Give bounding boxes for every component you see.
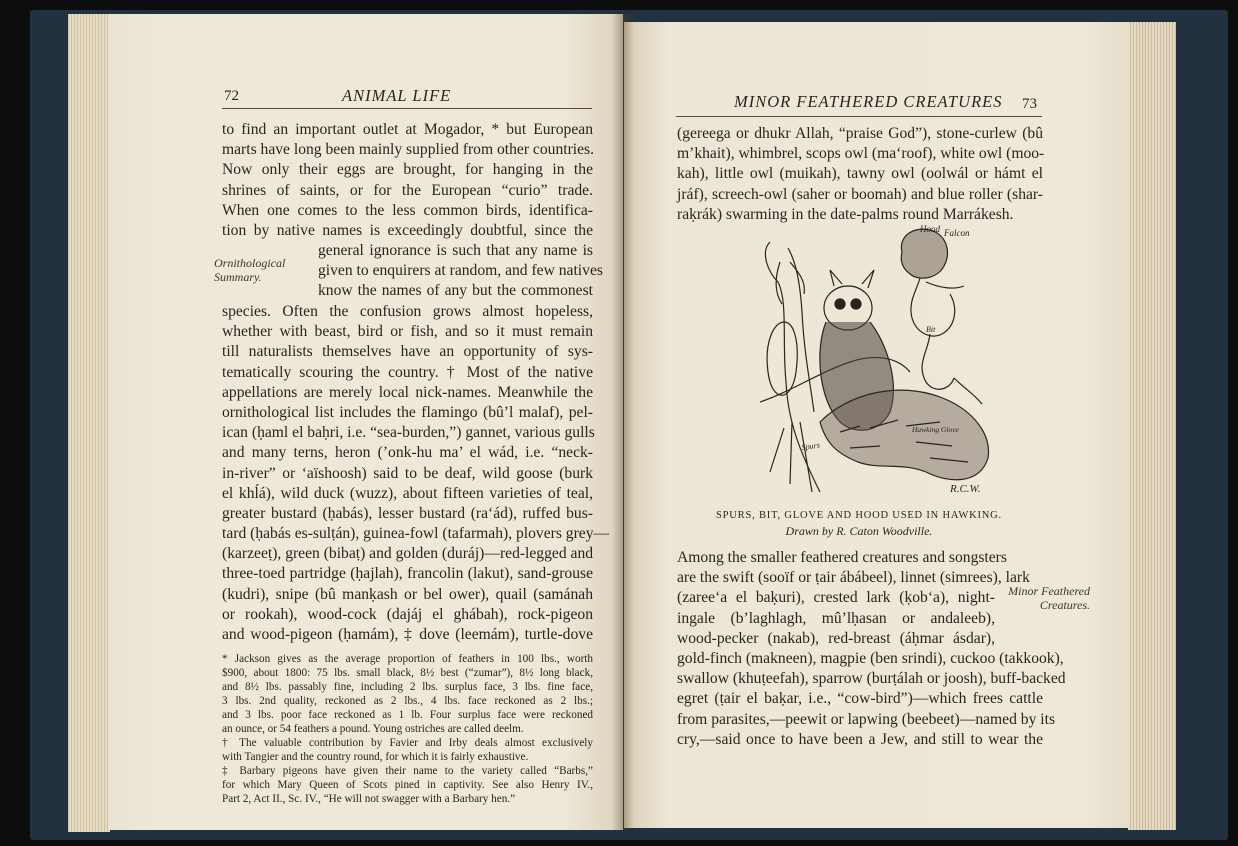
text-line: and many terns, heron (’onk-hu ma’ el wád, i.e. “neck-: [222, 444, 593, 462]
falcon-eye: [835, 299, 845, 309]
text-line: ‡ Barbary pigeons have given their name to the variety called “Barbs,”: [222, 765, 593, 777]
hood-shape: [901, 229, 947, 278]
text-line: swallow (khuṭeefah), sparrow (burṭálah or joosh), buff-backed: [677, 670, 1066, 688]
text-line: and wood-pigeon (ḥamám), ‡ dove (leemám), turtle-dove: [222, 626, 593, 643]
hood-label: Hood: [920, 224, 940, 234]
text-line: tion by native names is exceedingly doubtful, since the: [222, 221, 593, 239]
glove-shape: [820, 390, 988, 480]
text-line: gold-finch (makneen), magpie (ben srindi), cuckoo (takkook),: [677, 650, 1064, 667]
text-line: or rookah), wood-cock (dajáj el ghábah), rock-pigeon: [222, 605, 593, 623]
right-head-rule: [676, 116, 1042, 117]
text-line: tematically scouring the country. † Most of the native: [222, 363, 593, 381]
left-sidenote: [214, 256, 310, 284]
text-line: (gereega or dhukr Allah, “praise God”), stone-curlew (bû: [677, 125, 1043, 142]
hood-strap: [926, 282, 982, 404]
text-line: raḳrák) swarming in the date-palms round Marrákesh.: [677, 205, 1014, 223]
text-line: are the swift (sooïf or ṭair ábábeel), linnet (simrees), lark: [677, 569, 1030, 587]
glove-label: Hawking Glove: [912, 425, 959, 434]
text-line: an ounce, or 54 feathers a pound. Young ostriches are called deelm.: [222, 723, 524, 735]
text-line: for which Mary Queen of Scots pined in captivity. See also Henry IV.,: [222, 779, 593, 791]
text-line: whether with beast, bird or fish, and so it must remain: [222, 323, 593, 341]
text-line: cry,—said once to have been a Jew, and still to wear the: [677, 730, 1043, 748]
text-line: ican (ḥaml el baḥri, i.e. “sea-burden,”) gannet, various gulls: [222, 424, 595, 442]
text-line: $900, about 1800: 75 lbs. small black, 8½ best (“zumar”), 8½ long black,: [222, 667, 593, 679]
text-line: When one comes to the less common birds, identifica-: [222, 201, 593, 219]
text-line: shrines of saints, or for the European “curio” trade.: [222, 181, 593, 199]
text-line: to find an important outlet at Mogador, * but European: [222, 121, 593, 138]
illustration-caption: SPURS, BIT, GLOVE AND HOOD USED IN HAWKING.: [716, 510, 1002, 521]
left-running-head: ANIMAL LIFE: [342, 86, 452, 105]
text-line: three-toed partridge (ḥajlah), francolin (lakut), sand-grouse: [222, 565, 593, 583]
text-line: Part 2, Act II., Sc. IV., “He will not swagger with a Barbary hen.”: [222, 793, 516, 805]
text-line: ingale (b’laghlagh, mû’lḥasan or andaleeb),: [677, 609, 995, 627]
sidenote-line: Ornithological: [214, 256, 286, 270]
text-line: † The valuable contribution by Favier and Irby deals almost exclusively: [222, 737, 593, 749]
hood-strap: [922, 334, 954, 389]
sidenote-line: Creatures.: [1039, 598, 1090, 612]
hawking-illustration: [730, 222, 1020, 504]
right-running-head: MINOR FEATHERED CREATURES: [734, 92, 1003, 111]
artist-monogram: R.C.W.: [950, 483, 981, 495]
text-line: from parasites,—peewit or lapwing (beebeet)—named by its: [677, 710, 1056, 728]
illustration-credit: Drawn by R. Caton Woodville.: [785, 524, 933, 538]
text-line: marts have long been mainly supplied from other countries.: [222, 141, 594, 159]
text-line: (kudri), snipe (bû manḳash or bel ower), quail (samánah: [222, 585, 593, 603]
left-paragraph-indented: [318, 241, 603, 302]
left-paragraph-top: [222, 120, 593, 241]
right-page-number: 73: [1022, 96, 1037, 112]
sidenote-line: Summary.: [214, 270, 262, 284]
spur-shape: [776, 262, 804, 304]
bit-label: Bit: [926, 325, 936, 334]
spur-spike: [770, 422, 812, 492]
book-gutter: [612, 14, 634, 830]
text-line: 3 lbs. 2nd quality, reckoned as 2 lbs., 4 lbs. face reckoned as 2 lbs.;: [222, 695, 593, 707]
text-line: el khĺá), wild duck (wuzz), about fifteen varieties of teal,: [222, 484, 593, 502]
spur-shape: [765, 242, 820, 492]
right-paragraph-top: [677, 124, 1043, 225]
text-line: tard (ḥabás es-sulṭán), guinea-fowl (tafarmah), plovers grey—: [222, 525, 610, 543]
text-line: ornithological list includes the flamingo (bû’l malaf), pel-: [222, 403, 593, 421]
text-line: species. Often the confusion grows almost hopeless,: [222, 303, 593, 320]
text-line: jráf), screech-owl (saher or boomah) and blue roller (shar-: [677, 185, 1043, 203]
text-line: greater bustard (ḥabás), lesser bustard (ra‘ád), ruffed bus-: [222, 504, 593, 522]
falcon-ear: [830, 270, 874, 288]
text-line: know the names of any but the commonest: [318, 282, 593, 300]
text-line: Among the smaller feathered creatures and songsters: [677, 549, 1007, 566]
text-line: appellations are merely local nick-names. Meanwhile the: [222, 383, 593, 401]
text-line: egret (ṭair el baḳar, i.e., “cow-bird”)—which frees cattle: [677, 690, 1043, 708]
left-footnotes: [222, 652, 593, 806]
text-line: (zaree‘a el baḳuri), crested lark (ḳob‘a), night-: [677, 589, 995, 607]
text-line: in-river” or ‘aïshoosh) said to be deaf, wild goose (burk: [222, 464, 593, 482]
page-edges-left: [68, 14, 110, 832]
right-sidenote: [1000, 584, 1090, 612]
falcon-eye: [851, 299, 861, 309]
text-line: and 3 lbs. poor face reckoned as 1 lb. Four surplus face were reckoned: [222, 709, 593, 721]
text-line: till naturalists themselves have an opportunity of sys-: [222, 343, 593, 361]
page-edges-right: [1128, 22, 1176, 830]
text-line: kah), little owl (muikah), tawny owl (oolwál or hámt el: [677, 165, 1043, 183]
left-head-rule: [222, 108, 592, 109]
sidenote-line: Minor Feathered: [1008, 584, 1090, 598]
falcon-label: Falcon: [944, 228, 970, 238]
left-page-number: 72: [224, 88, 239, 104]
left-paragraph-main: [222, 302, 610, 645]
spurs-label: Spurs: [801, 440, 821, 452]
text-line: (karzeeṭ), green (bibaṭ) and golden (duráj)—red-legged and: [222, 545, 594, 563]
text-line: wood-pecker (nakab), red-breast (áḥmar ásdar),: [677, 629, 995, 647]
right-paragraph-indented: [677, 548, 1030, 649]
right-paragraph-main: [677, 649, 1066, 750]
text-line: Now only their eggs are brought, for hanging in the: [222, 161, 593, 179]
text-line: and 8½ lbs. passably fine, including 2 lbs. surplus face, 3 lbs. fine face,: [222, 681, 593, 693]
text-line: with Tangier and the country round, for which it is fairly exhaustive.: [222, 751, 529, 763]
text-line: * Jackson gives as the average proportion of feathers in 100 lbs., worth: [222, 653, 593, 665]
text-line: m’khait), whimbrel, scops owl (ma‘roof), white owl (moo-: [677, 145, 1045, 163]
text-line: general ignorance is such that any name is: [318, 242, 593, 259]
text-line: given to enquirers at random, and few natives: [318, 262, 603, 280]
bit-ring: [767, 322, 797, 395]
